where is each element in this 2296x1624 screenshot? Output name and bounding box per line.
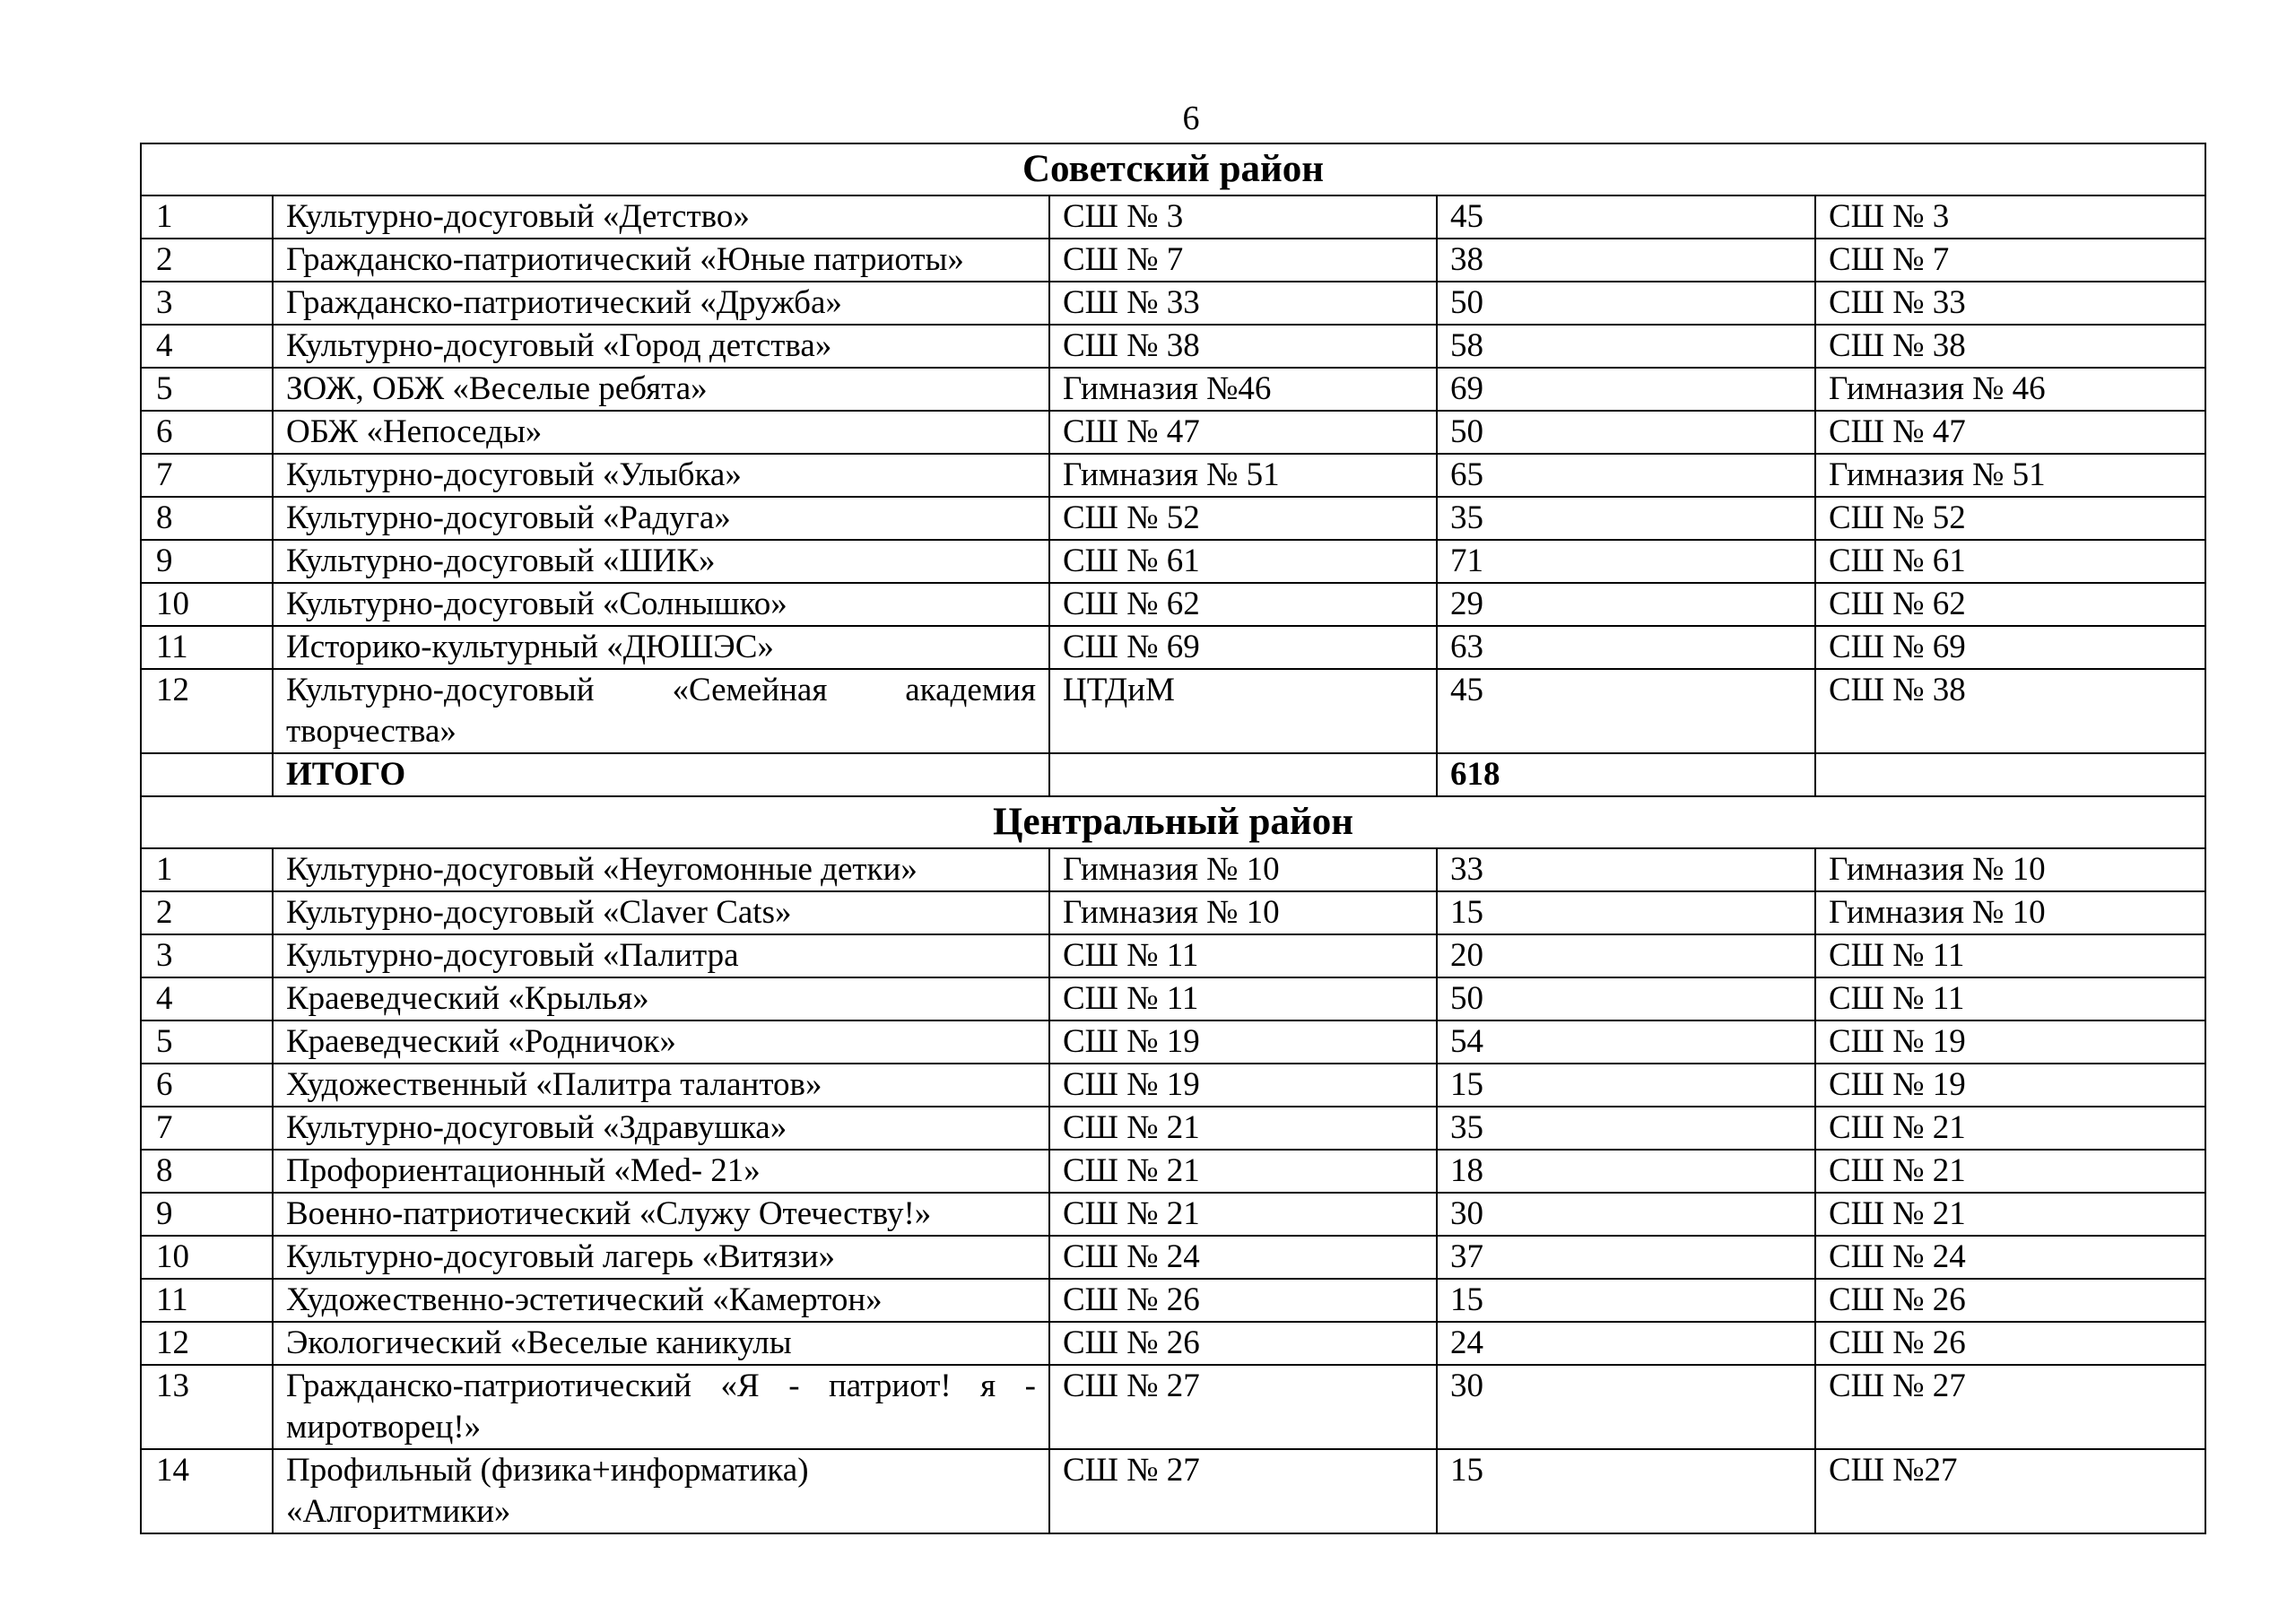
children-count: 18 xyxy=(1437,1150,1815,1193)
table-row xyxy=(141,626,2205,669)
row-number: 11 xyxy=(141,626,273,669)
table-row xyxy=(141,848,2205,891)
empty-cell xyxy=(1049,753,1437,796)
row-number: 8 xyxy=(141,497,273,540)
page-number: 6 xyxy=(1182,100,1200,137)
camp-name: Военно-патриотический «Служу Отечеству!» xyxy=(273,1193,1049,1236)
row-number: 12 xyxy=(141,669,273,753)
children-count: 15 xyxy=(1437,1064,1815,1107)
total-row xyxy=(141,753,2205,796)
base-school: СШ № 26 xyxy=(1815,1279,2205,1322)
row-number: 7 xyxy=(141,1107,273,1150)
children-count: 69 xyxy=(1437,368,1815,411)
school: СШ № 26 xyxy=(1049,1322,1437,1365)
base-school: СШ № 19 xyxy=(1815,1064,2205,1107)
camp-name: Культурно-досуговый «Здравушка» xyxy=(273,1107,1049,1150)
base-school: СШ № 21 xyxy=(1815,1150,2205,1193)
children-count: 71 xyxy=(1437,540,1815,583)
school: СШ № 26 xyxy=(1049,1279,1437,1322)
base-school: Гимназия № 51 xyxy=(1815,454,2205,497)
base-school: СШ № 11 xyxy=(1815,977,2205,1020)
base-school: СШ №27 xyxy=(1815,1449,2205,1533)
base-school: СШ № 24 xyxy=(1815,1236,2205,1279)
camp-name: ЗОЖ, ОБЖ «Веселые ребята» xyxy=(273,368,1049,411)
table-row xyxy=(141,934,2205,977)
row-number: 5 xyxy=(141,368,273,411)
school: СШ № 21 xyxy=(1049,1107,1437,1150)
table-row xyxy=(141,977,2205,1020)
table-row xyxy=(141,195,2205,239)
table-row xyxy=(141,1020,2205,1064)
row-number: 9 xyxy=(141,540,273,583)
district-title: Центральный район xyxy=(141,796,2205,848)
base-school: Гимназия № 46 xyxy=(1815,368,2205,411)
camp-name: Культурно-досуговый «Палитра xyxy=(273,934,1049,977)
school: СШ № 11 xyxy=(1049,977,1437,1020)
camp-name: Художественно-эстетический «Камертон» xyxy=(273,1279,1049,1322)
camp-name: Культурно-досуговый «Claver Cats» xyxy=(273,891,1049,934)
school: СШ № 52 xyxy=(1049,497,1437,540)
base-school: СШ № 47 xyxy=(1815,411,2205,454)
camp-name: Гражданско-патриотический «Я - патриот! я - миротворец!» xyxy=(273,1365,1049,1449)
camp-name-line: «Алгоритмики» xyxy=(286,1493,511,1530)
base-school: СШ № 11 xyxy=(1815,934,2205,977)
row-number: 3 xyxy=(141,934,273,977)
camp-name: Культурно-досуговый «Неугомонные детки» xyxy=(273,848,1049,891)
base-school: Гимназия № 10 xyxy=(1815,891,2205,934)
camp-name-line: Профильный (физика+информатика) xyxy=(286,1452,809,1489)
camp-name: Культурно-досуговый «ШИК» xyxy=(273,540,1049,583)
camp-name: Профориентационный «Med- 21» xyxy=(273,1150,1049,1193)
base-school: СШ № 52 xyxy=(1815,497,2205,540)
table-row xyxy=(141,669,2205,753)
school: СШ № 21 xyxy=(1049,1193,1437,1236)
table-row xyxy=(141,454,2205,497)
children-count: 37 xyxy=(1437,1236,1815,1279)
children-count: 65 xyxy=(1437,454,1815,497)
camp-name xyxy=(273,1449,1049,1533)
row-number: 4 xyxy=(141,977,273,1020)
camp-name: Культурно-досуговый «Радуга» xyxy=(273,497,1049,540)
children-count: 29 xyxy=(1437,583,1815,626)
row-number: 2 xyxy=(141,891,273,934)
row-number: 10 xyxy=(141,1236,273,1279)
district-header-row xyxy=(141,796,2205,848)
children-count: 54 xyxy=(1437,1020,1815,1064)
camp-name: Историко-культурный «ДЮШЭС» xyxy=(273,626,1049,669)
camp-name: Гражданско-патриотический «Дружба» xyxy=(273,282,1049,325)
row-number: 5 xyxy=(141,1020,273,1064)
table-row xyxy=(141,1279,2205,1322)
camp-name: Культурно-досуговый «Улыбка» xyxy=(273,454,1049,497)
school: СШ № 33 xyxy=(1049,282,1437,325)
row-number: 14 xyxy=(141,1449,273,1533)
table-row xyxy=(141,1064,2205,1107)
camp-name: Культурно-досуговый «Семейная академия творчества» xyxy=(273,669,1049,753)
row-number: 6 xyxy=(141,411,273,454)
base-school: СШ № 3 xyxy=(1815,195,2205,239)
children-count: 50 xyxy=(1437,282,1815,325)
school: СШ № 27 xyxy=(1049,1365,1437,1449)
district-title: Советский район xyxy=(141,143,2205,195)
base-school: СШ № 19 xyxy=(1815,1020,2205,1064)
table-row xyxy=(141,325,2205,368)
table-row xyxy=(141,497,2205,540)
school: СШ № 24 xyxy=(1049,1236,1437,1279)
table-row xyxy=(141,239,2205,282)
school: ЦТДиМ xyxy=(1049,669,1437,753)
children-count: 63 xyxy=(1437,626,1815,669)
table-row xyxy=(141,1236,2205,1279)
camp-name: Художественный «Палитра талантов» xyxy=(273,1064,1049,1107)
school: Гимназия № 51 xyxy=(1049,454,1437,497)
table-row xyxy=(141,1150,2205,1193)
row-number: 9 xyxy=(141,1193,273,1236)
children-count: 15 xyxy=(1437,1279,1815,1322)
children-count: 50 xyxy=(1437,411,1815,454)
row-number: 8 xyxy=(141,1150,273,1193)
table-row xyxy=(141,1193,2205,1236)
school: СШ № 69 xyxy=(1049,626,1437,669)
base-school: СШ № 38 xyxy=(1815,669,2205,753)
children-count: 45 xyxy=(1437,195,1815,239)
table-row xyxy=(141,1365,2205,1449)
row-number: 3 xyxy=(141,282,273,325)
children-count: 20 xyxy=(1437,934,1815,977)
base-school: СШ № 21 xyxy=(1815,1193,2205,1236)
children-count: 30 xyxy=(1437,1193,1815,1236)
school: Гимназия №46 xyxy=(1049,368,1437,411)
school: СШ № 19 xyxy=(1049,1020,1437,1064)
table-row xyxy=(141,583,2205,626)
children-count: 35 xyxy=(1437,1107,1815,1150)
camps-table xyxy=(140,143,2206,1534)
table-row xyxy=(141,1322,2205,1365)
camp-name: Культурно-досуговый лагерь «Витязи» xyxy=(273,1236,1049,1279)
children-count: 58 xyxy=(1437,325,1815,368)
school: СШ № 61 xyxy=(1049,540,1437,583)
children-count: 45 xyxy=(1437,669,1815,753)
school: СШ № 3 xyxy=(1049,195,1437,239)
school: СШ № 11 xyxy=(1049,934,1437,977)
school: СШ № 19 xyxy=(1049,1064,1437,1107)
base-school: СШ № 33 xyxy=(1815,282,2205,325)
school: СШ № 27 xyxy=(1049,1449,1437,1533)
children-count: 35 xyxy=(1437,497,1815,540)
row-number: 12 xyxy=(141,1322,273,1365)
table-row xyxy=(141,540,2205,583)
school: СШ № 62 xyxy=(1049,583,1437,626)
row-number: 6 xyxy=(141,1064,273,1107)
base-school: СШ № 21 xyxy=(1815,1107,2205,1150)
row-number: 7 xyxy=(141,454,273,497)
children-count: 24 xyxy=(1437,1322,1815,1365)
table-row xyxy=(141,411,2205,454)
children-count: 33 xyxy=(1437,848,1815,891)
camp-name: Культурно-досуговый «Солнышко» xyxy=(273,583,1049,626)
base-school: СШ № 61 xyxy=(1815,540,2205,583)
camp-name: Краеведческий «Родничок» xyxy=(273,1020,1049,1064)
table-row xyxy=(141,1107,2205,1150)
children-count: 15 xyxy=(1437,1449,1815,1533)
empty-cell xyxy=(141,753,273,796)
children-count: 50 xyxy=(1437,977,1815,1020)
school: СШ № 21 xyxy=(1049,1150,1437,1193)
camp-name: Культурно-досуговый «Детство» xyxy=(273,195,1049,239)
children-count: 15 xyxy=(1437,891,1815,934)
row-number: 11 xyxy=(141,1279,273,1322)
camp-name: Экологический «Веселые каникулы xyxy=(273,1322,1049,1365)
camp-name: ОБЖ «Непоседы» xyxy=(273,411,1049,454)
camp-name: Краеведческий «Крылья» xyxy=(273,977,1049,1020)
table-row xyxy=(141,368,2205,411)
table-row xyxy=(141,891,2205,934)
children-count: 30 xyxy=(1437,1365,1815,1449)
row-number: 2 xyxy=(141,239,273,282)
table-row xyxy=(141,1449,2205,1533)
empty-cell xyxy=(1815,753,2205,796)
base-school: СШ № 26 xyxy=(1815,1322,2205,1365)
base-school: СШ № 27 xyxy=(1815,1365,2205,1449)
base-school: СШ № 69 xyxy=(1815,626,2205,669)
row-number: 13 xyxy=(141,1365,273,1449)
row-number: 10 xyxy=(141,583,273,626)
total-count: 618 xyxy=(1437,753,1815,796)
school: Гимназия № 10 xyxy=(1049,848,1437,891)
table-row xyxy=(141,282,2205,325)
school: СШ № 47 xyxy=(1049,411,1437,454)
row-number: 4 xyxy=(141,325,273,368)
school: СШ № 38 xyxy=(1049,325,1437,368)
camp-name: Культурно-досуговый «Город детства» xyxy=(273,325,1049,368)
children-count: 38 xyxy=(1437,239,1815,282)
camp-name: Гражданско-патриотический «Юные патриоты» xyxy=(273,239,1049,282)
base-school: СШ № 62 xyxy=(1815,583,2205,626)
base-school: СШ № 7 xyxy=(1815,239,2205,282)
row-number: 1 xyxy=(141,848,273,891)
school: СШ № 7 xyxy=(1049,239,1437,282)
row-number: 1 xyxy=(141,195,273,239)
district-header-row xyxy=(141,143,2205,195)
base-school: СШ № 38 xyxy=(1815,325,2205,368)
base-school: Гимназия № 10 xyxy=(1815,848,2205,891)
school: Гимназия № 10 xyxy=(1049,891,1437,934)
total-label: ИТОГО xyxy=(273,753,1049,796)
